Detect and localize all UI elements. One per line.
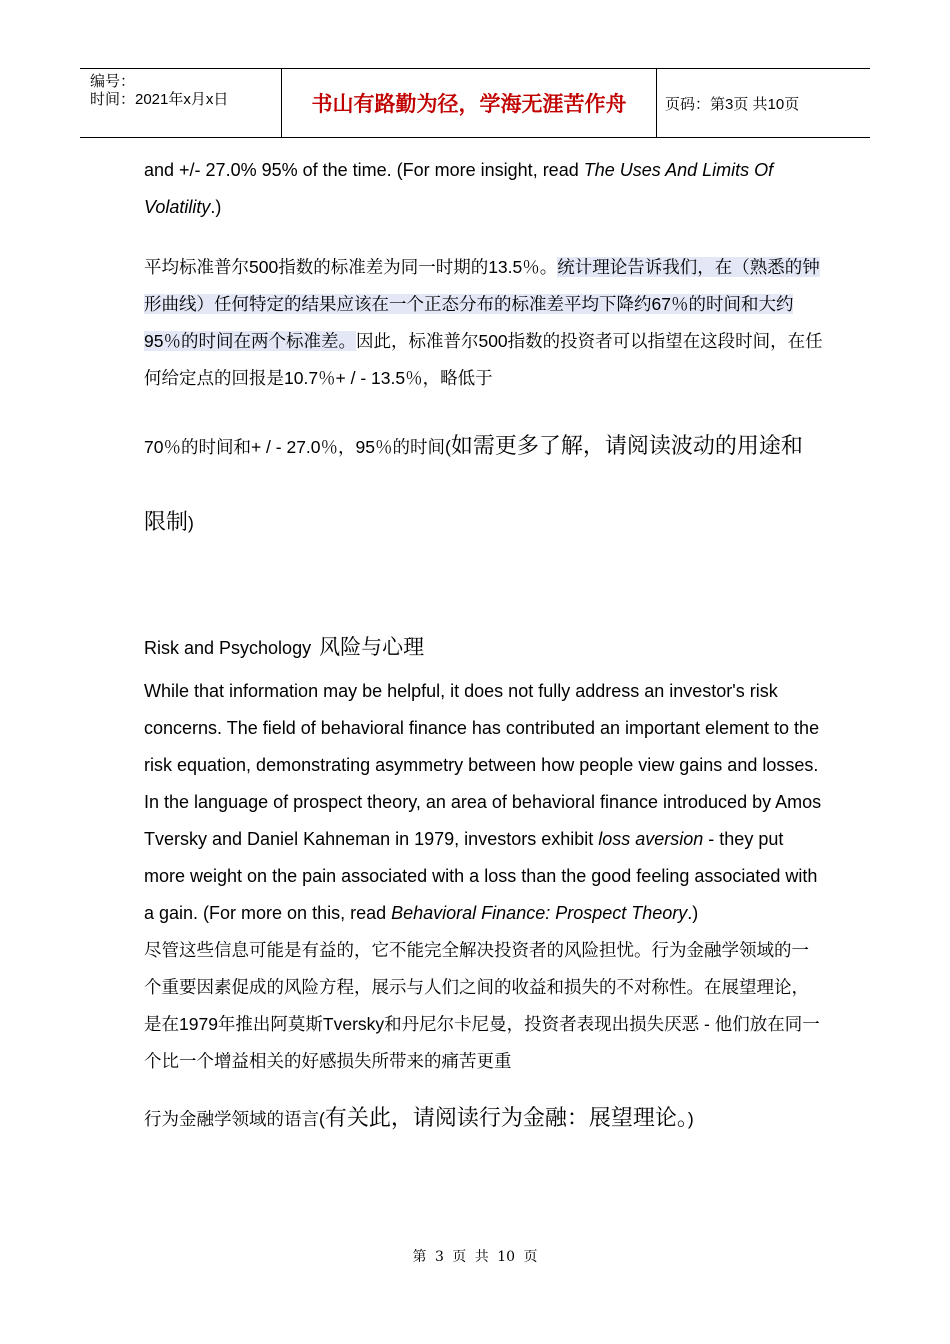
document-body [144, 152, 824, 1138]
paragraph-4 [144, 673, 824, 932]
paragraph-1 [144, 152, 824, 226]
p4-text-a: While that information may be helpful, it does not fully address an investor's risk concerns. The field of behavioral finance has contributed an important element to the risk equation, demonstrating asymmetry between how people view gains and losses. In the language of prospect theory, an area of behavioral finance introduced by Amos Tversky and Daniel Kahneman in 1979, investors exhibit [144, 681, 822, 849]
p4-italic: loss aversion [598, 829, 704, 849]
p4-title-link: Behavioral Finance: Prospect Theory [391, 903, 688, 923]
page-footer: 第 3 页 共 10 页 [412, 1249, 538, 1265]
p2-text: 平均标准普尔500指数的标准差为同一时期的13.5％。 [144, 257, 558, 277]
section-heading [144, 631, 824, 661]
p2-rest: 因此，标准普尔500指数的投资者可以指望在这段时间，在任何给定点的回报是10.7％+ / - 13.5％，略低于 [144, 331, 823, 388]
code-label: 编号： [90, 73, 136, 90]
p3-big-text: 如需更多了解，请阅读波动的用途和限制 [144, 434, 803, 535]
paragraph-2 [144, 249, 824, 397]
p4-text-b: - they put more weight on the pain associated with a loss than the good feeling associated with a gain. (For more on this, read [144, 829, 818, 923]
p6-text: 行为金融学领域的语言( [144, 1109, 325, 1129]
p1-title-link: The Uses And Limits Of Volatility [144, 160, 774, 217]
heading-en: Risk and Psychology [144, 638, 312, 658]
p4-end: .) [687, 903, 699, 923]
p3-text: 70％的时间和+ / - 27.0％，95％的时间( [144, 437, 451, 457]
p2-highlight: 统计理论告诉我们，在（熟悉的钟形曲线）任何特定的结果应该在一个正态分布的标准差平均下降约67％的时间和大约95％的时间在两个标准差。 [144, 257, 820, 351]
header-motto: 书山有路勤为径，学海无涯苦作舟 [281, 69, 657, 137]
p1-text: and +/- 27.0% 95% of the time. (For more insight, read [144, 160, 584, 180]
header-info [90, 73, 228, 109]
p6-big-text: 有关此，请阅读行为金融：展望理论。 [324, 1106, 688, 1131]
paragraph-6 [144, 1100, 824, 1138]
p1-end: .) [210, 197, 222, 217]
time-label: 时间：2021年x月x日 [90, 91, 229, 108]
paragraph-3 [144, 409, 824, 561]
paragraph-5 [144, 932, 824, 1080]
page-header [80, 68, 870, 138]
p5-text: 尽管这些信息可能是有益的，它不能完全解决投资者的风险担忧。行为金融学领域的一个重要因素促成的风险方程，展示与人们之间的收益和损失的不对称性。在展望理论，是在1979年推出阿莫斯Tversky和丹尼尔卡尼曼，投资者表现出损失厌恶 - 他们放在同一个比一个增益相关的好感损失所带来的痛苦更重 [144, 940, 820, 1071]
p6-end: ) [687, 1109, 694, 1129]
p3-end: ) [188, 513, 194, 533]
header-page-label: 页码：第3页 共10页 [665, 95, 800, 113]
heading-zh: 风险与心理 [319, 635, 425, 659]
